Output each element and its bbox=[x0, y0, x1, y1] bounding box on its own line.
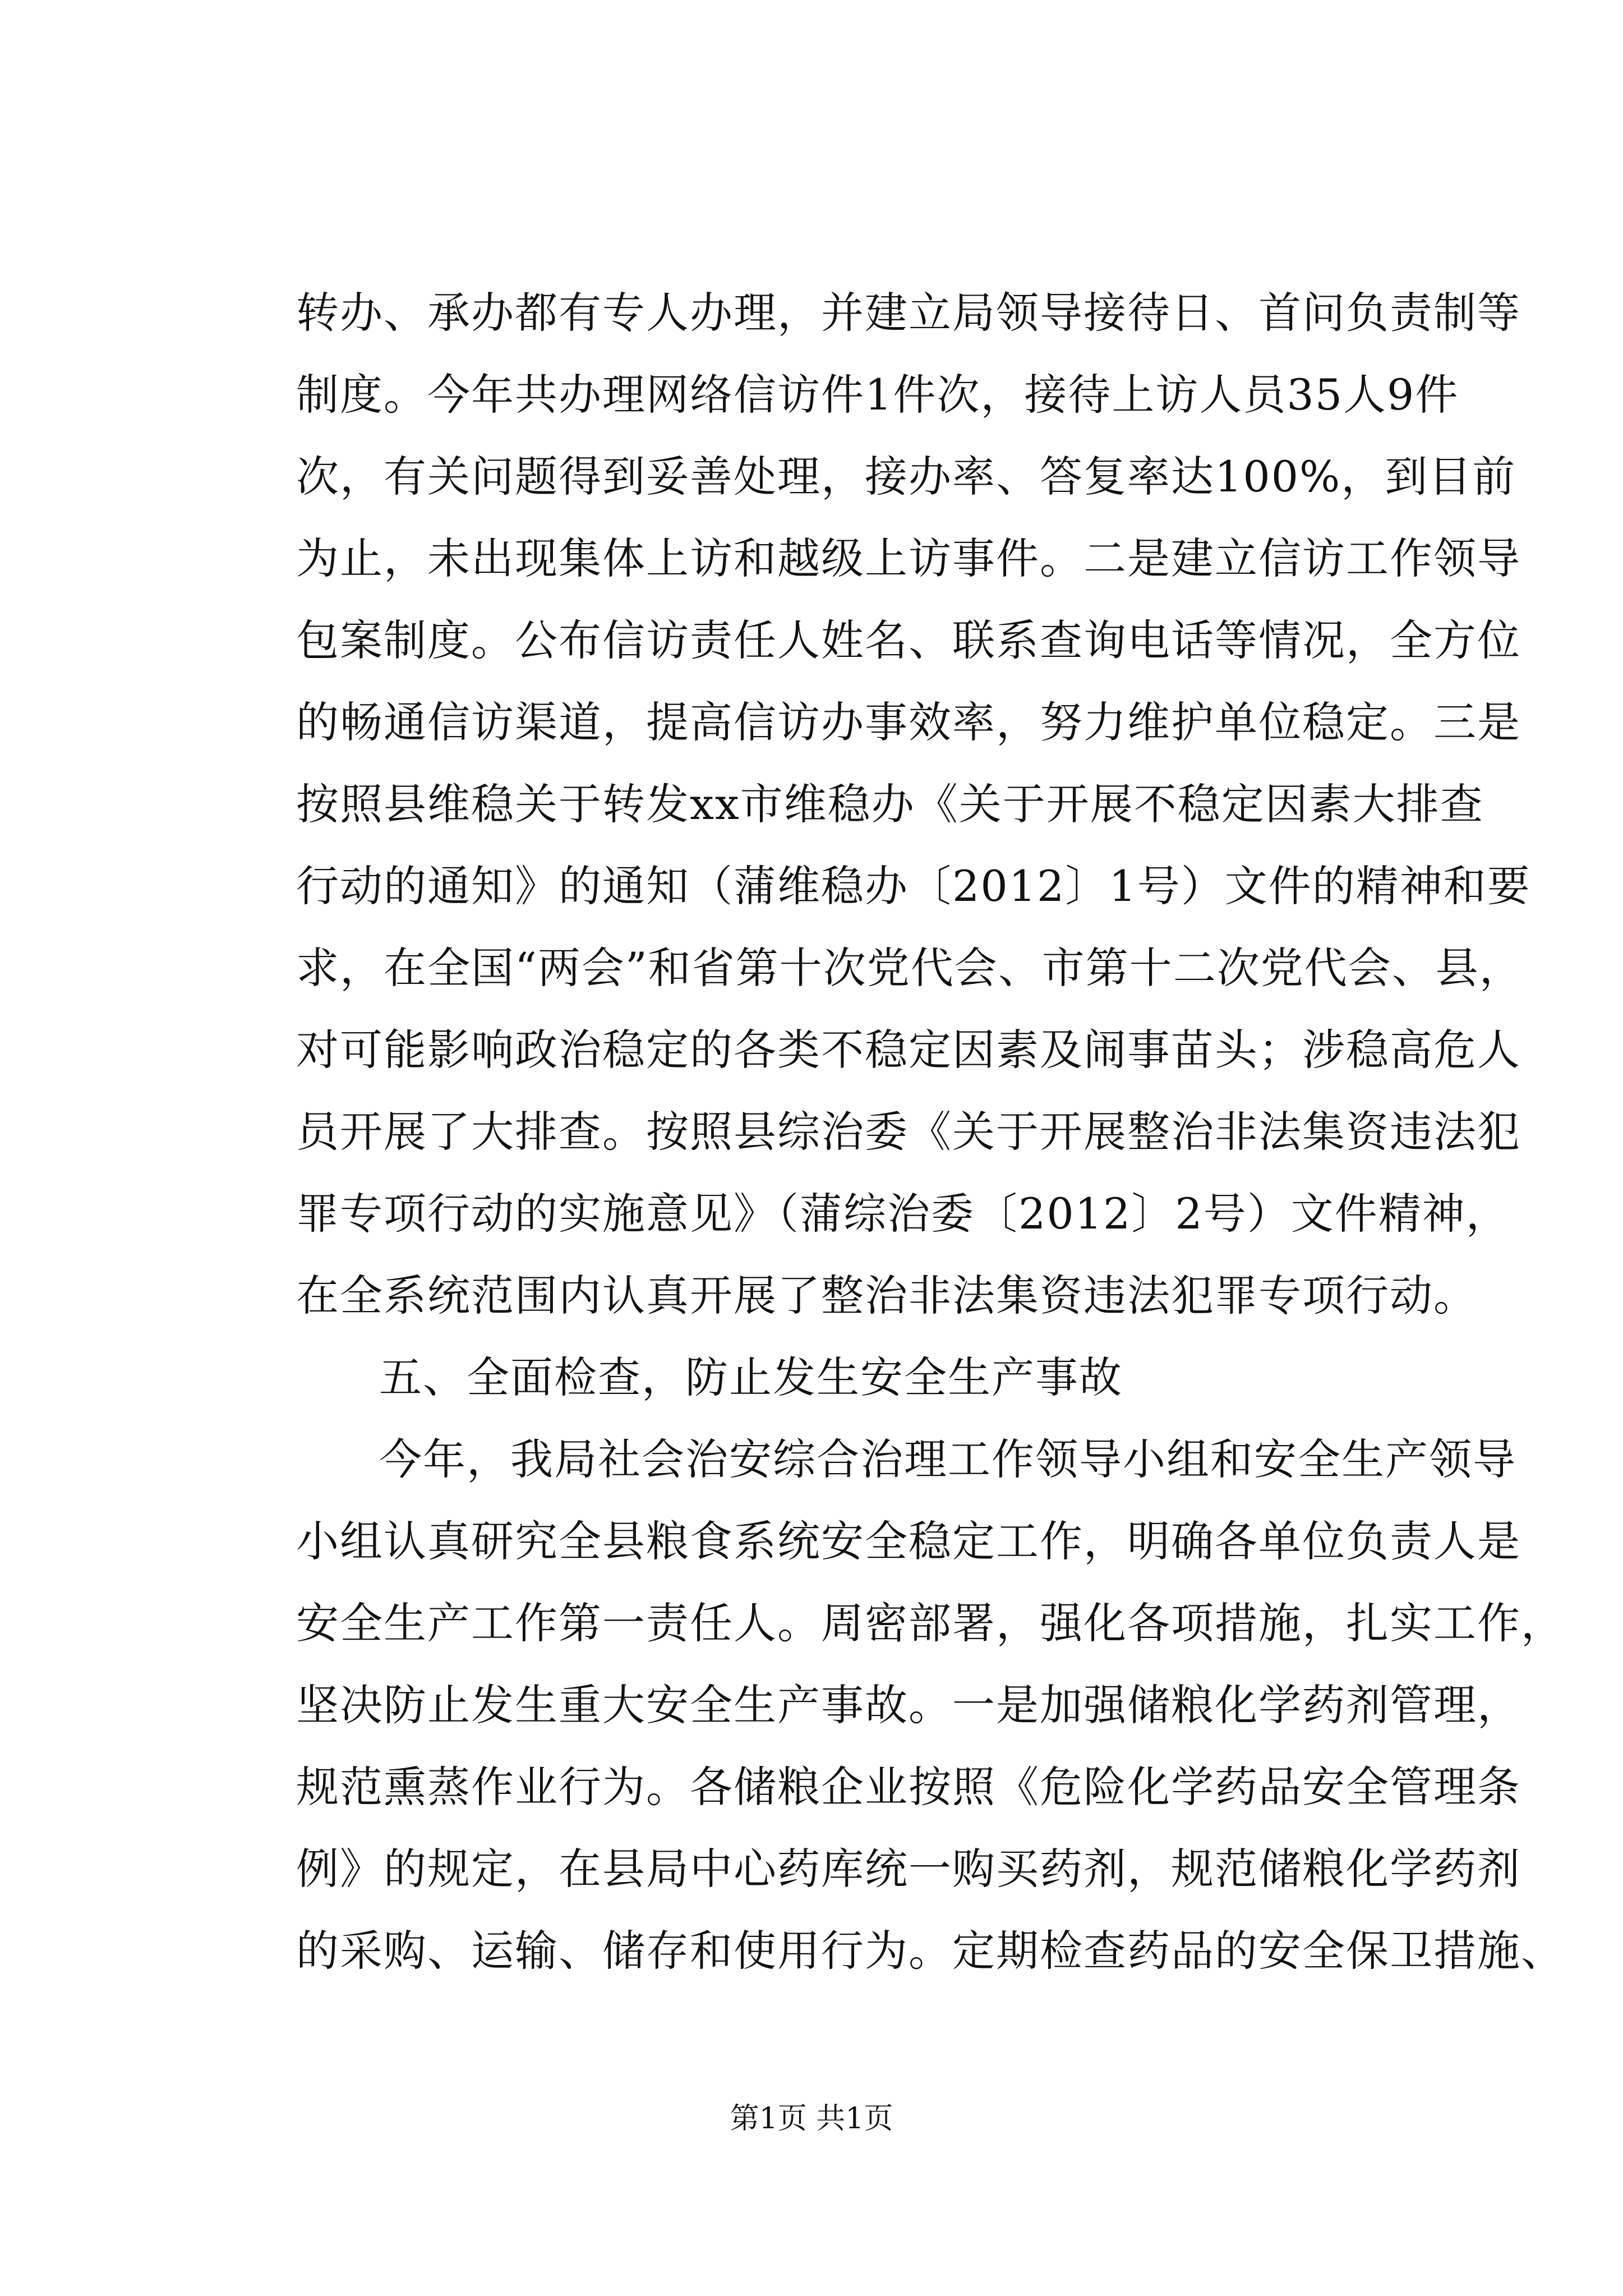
text-line: 在全系统范围内认真开展了整治非法集资违法犯罪专项行动。 bbox=[296, 1271, 1477, 1320]
text-line: 对可能影响政治稳定的各类不稳定因素及闹事苗头；涉稳高危人 bbox=[296, 1025, 1521, 1075]
text-line: 罪专项行动的实施意见》（蒲综治委〔2012〕2号）文件精神， bbox=[296, 1189, 1510, 1239]
text-line: 次，有关问题得到妥善处理，接办率、答复率达100%，到目前 bbox=[296, 452, 1516, 501]
text-line: 例》的规定，在县局中心药库统一购买药剂，规范储粮化学药剂 bbox=[296, 1844, 1521, 1894]
text-line: 为止，未出现集体上访和越级上访事件。二是建立信访工作领导 bbox=[296, 533, 1521, 583]
text-line: 行动的通知》的通知（蒲维稳办〔2012〕1号）文件的精神和要 bbox=[296, 861, 1531, 911]
text-line: 坚决防止发生重大安全生产事故。一是加强储粮化学药剂管理， bbox=[296, 1680, 1521, 1730]
text-line: 的畅通信访渠道，提高信访办事效率，努力维护单位稳定。三是 bbox=[296, 697, 1521, 747]
text-line: 按照县维稳关于转发xx市维稳办《关于开展不稳定因素大排查 bbox=[296, 779, 1484, 829]
text-line: 员开展了大排查。按照县综治委《关于开展整治非法集资违法犯 bbox=[296, 1107, 1521, 1157]
text-line: 的采购、运输、储存和使用行为。定期检查药品的安全保卫措施、 bbox=[296, 1926, 1565, 1976]
text-line: 制度。今年共办理网络信访件1件次，接待上访人员35人9件 bbox=[296, 370, 1459, 420]
body-text bbox=[296, 272, 1565, 1992]
text-line: 规范熏蒸作业行为。各储粮企业按照《危险化学药品安全管理条 bbox=[296, 1762, 1521, 1812]
text-line: 安全生产工作第一责任人。周密部署，强化各项措施，扎实工作， bbox=[296, 1598, 1565, 1648]
text-line: 求，在全国“两会”和省第十次党代会、市第十二次党代会、县， bbox=[296, 943, 1523, 993]
text-line: 包案制度。公布信访责任人姓名、联系查询电话等情况，全方位 bbox=[296, 615, 1521, 665]
paragraph-first-line: 今年，我局社会治安综合治理工作领导小组和安全生产领导 bbox=[379, 1434, 1516, 1484]
text-line: 转办、承办都有专人办理，并建立局领导接待日、首问负责制等 bbox=[296, 288, 1521, 338]
page-footer: 第1页 共1页 bbox=[730, 2102, 893, 2136]
section-heading: 五、全面检查，防止发生安全生产事故 bbox=[379, 1352, 1123, 1402]
text-line: 小组认真研究全县粮食系统安全稳定工作，明确各单位负责人是 bbox=[296, 1516, 1521, 1566]
